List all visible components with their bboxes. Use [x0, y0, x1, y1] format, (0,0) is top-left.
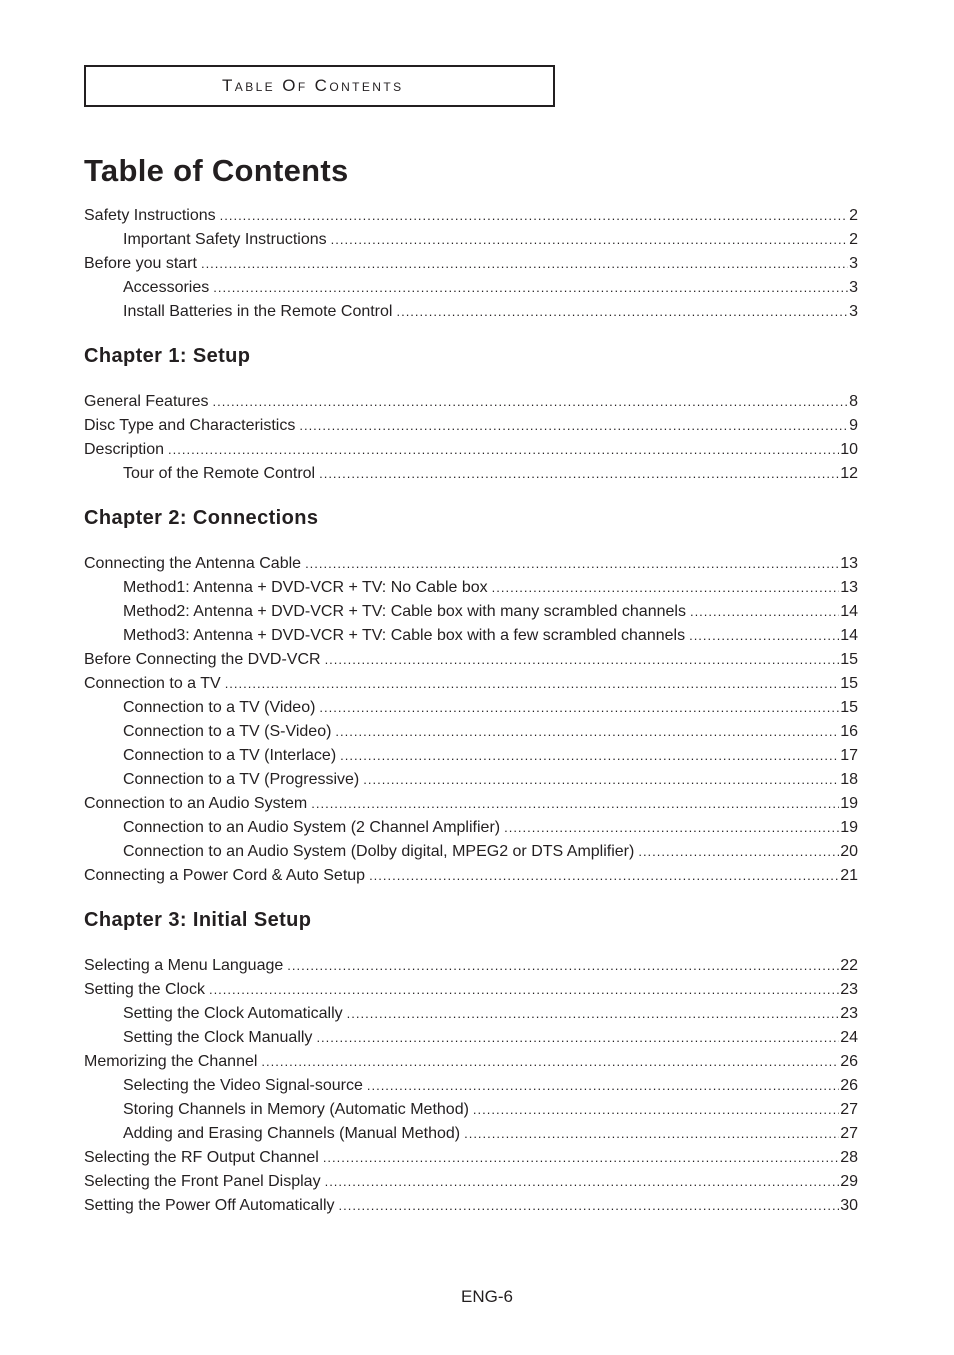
toc-page-number: 30: [840, 1197, 858, 1214]
toc-page-number: 26: [840, 1077, 858, 1094]
toc-page-number: 22: [840, 957, 858, 974]
dot-leader: [340, 745, 839, 767]
toc-page-number: 14: [840, 627, 858, 644]
toc-entry[interactable]: [123, 229, 858, 251]
toc-entry[interactable]: [123, 1075, 858, 1097]
toc-page-number: 2: [849, 207, 858, 224]
toc-page-number: 27: [840, 1101, 858, 1118]
toc-entry-title: Selecting the Front Panel Display: [84, 1173, 321, 1190]
page-number: ENG-6: [461, 1287, 513, 1306]
toc-entry[interactable]: [123, 1123, 858, 1145]
toc-entry[interactable]: [123, 841, 858, 863]
toc-entry[interactable]: [84, 1051, 858, 1073]
toc-page-number: 16: [840, 723, 858, 740]
dot-leader: [473, 1099, 839, 1121]
dot-leader: [261, 1051, 839, 1073]
toc-entry-title: Connection to a TV (S-Video): [123, 723, 332, 740]
toc-entry[interactable]: [84, 439, 858, 461]
dot-leader: [335, 721, 839, 743]
toc-entry[interactable]: [84, 253, 858, 275]
toc-entry[interactable]: [123, 1099, 858, 1121]
dot-leader: [319, 697, 839, 719]
toc-entry[interactable]: [84, 1171, 858, 1193]
toc-entry-title: Memorizing the Channel: [84, 1053, 258, 1070]
toc-entry-title: Connection to an Audio System: [84, 795, 308, 812]
toc-page-number: 29: [840, 1173, 858, 1190]
toc-page-number: 18: [840, 771, 858, 788]
toc-entry[interactable]: [123, 577, 858, 599]
toc-entry-title: Connecting a Power Cord & Auto Setup: [84, 867, 366, 884]
toc-page-number: 15: [840, 651, 858, 668]
toc-entry-title: Selecting the Video Signal-source: [123, 1077, 363, 1094]
toc-entry[interactable]: [123, 625, 858, 647]
toc-entry[interactable]: [84, 415, 858, 437]
toc-entry[interactable]: [84, 865, 858, 887]
toc-page-number: 3: [849, 255, 858, 272]
toc-entry[interactable]: [123, 721, 858, 743]
dot-leader: [690, 601, 839, 623]
toc-entry-title: Disc Type and Characteristics: [84, 417, 296, 434]
toc-entry-title: Connection to a TV (Interlace): [123, 747, 337, 764]
toc-entry-title: Method1: Antenna + DVD-VCR + TV: No Cable box: [123, 579, 488, 596]
toc-page-number: 8: [849, 393, 858, 410]
section-header-label: Table Of Contents: [222, 76, 404, 95]
dot-leader: [220, 205, 848, 227]
toc-entry[interactable]: [123, 1027, 858, 1049]
dot-leader: [299, 415, 848, 437]
toc-entry[interactable]: [123, 817, 858, 839]
toc-entry-title: Connecting the Antenna Cable: [84, 555, 302, 572]
dot-leader: [331, 229, 848, 251]
toc-entry-title: Before you start: [84, 255, 197, 272]
toc-entry[interactable]: [84, 793, 858, 815]
toc-entry-title: Connection to a TV (Progressive): [123, 771, 360, 788]
toc-entry[interactable]: [84, 979, 858, 1001]
chapter-heading: Chapter 1: Setup: [84, 345, 251, 367]
toc-entry[interactable]: [84, 649, 858, 671]
dot-leader: [504, 817, 839, 839]
toc-entry-title: Setting the Clock Manually: [123, 1029, 313, 1046]
page-title: Table of Contents: [84, 153, 349, 188]
toc-page-number: 3: [849, 303, 858, 320]
toc-entry-title: Accessories: [123, 279, 210, 296]
chapter-heading: Chapter 2: Connections: [84, 507, 319, 529]
toc-entry[interactable]: [84, 673, 858, 695]
toc-entry[interactable]: [123, 277, 858, 299]
toc-page-number: 20: [840, 843, 858, 860]
toc-entry-title: Before Connecting the DVD-VCR: [84, 651, 321, 668]
toc-page-number: 3: [849, 279, 858, 296]
toc-entry-title: Selecting a Menu Language: [84, 957, 284, 974]
toc-entry-title: Connection to a TV (Video): [123, 699, 316, 716]
toc-entry-title: Storing Channels in Memory (Automatic Method): [123, 1101, 469, 1118]
dot-leader: [325, 1171, 840, 1193]
dot-leader: [287, 955, 839, 977]
toc-page-number: 10: [840, 441, 858, 458]
toc-entry-title: Install Batteries in the Remote Control: [123, 303, 393, 320]
toc-page-number: 13: [840, 555, 858, 572]
toc-page-number: 19: [840, 795, 858, 812]
toc-entry-title: Connection to an Audio System (2 Channel Amplifier): [123, 819, 501, 836]
dot-leader: [209, 979, 839, 1001]
toc-page-number: 26: [840, 1053, 858, 1070]
dot-leader: [319, 463, 839, 485]
toc-entry[interactable]: [123, 697, 858, 719]
toc-page-number: 9: [849, 417, 858, 434]
toc-entry[interactable]: [123, 463, 858, 485]
toc-page-number: 17: [840, 747, 858, 764]
toc-entry[interactable]: [84, 1147, 858, 1169]
dot-leader: [316, 1027, 839, 1049]
dot-leader: [311, 793, 839, 815]
toc-page-number: 15: [840, 675, 858, 692]
toc-page-number: 23: [840, 1005, 858, 1022]
dot-leader: [638, 841, 839, 863]
dot-leader: [213, 277, 848, 299]
toc-entry[interactable]: [84, 205, 858, 227]
dot-leader: [201, 253, 848, 275]
dot-leader: [323, 1147, 839, 1169]
toc-page-number: 24: [840, 1029, 858, 1046]
dot-leader: [225, 673, 840, 695]
toc-entry-title: Setting the Clock Automatically: [123, 1005, 343, 1022]
toc-entry-title: Setting the Power Off Automatically: [84, 1197, 335, 1214]
dot-leader: [369, 865, 839, 887]
dot-leader: [689, 625, 839, 647]
toc-entry[interactable]: [123, 601, 858, 623]
chapter-heading: Chapter 3: Initial Setup: [84, 909, 312, 931]
toc-entry-title: Connection to a TV: [84, 675, 221, 692]
toc-entry[interactable]: [123, 745, 858, 767]
dot-leader: [305, 553, 839, 575]
toc-entry[interactable]: [84, 391, 858, 413]
dot-leader: [213, 391, 849, 413]
toc-entry-title: Connection to an Audio System (Dolby digital, MPEG2 or DTS Amplifier): [123, 843, 635, 860]
dot-leader: [325, 649, 840, 671]
toc-entry-title: Method2: Antenna + DVD-VCR + TV: Cable box with many scrambled channels: [123, 603, 686, 620]
toc-entry[interactable]: [84, 955, 858, 977]
toc-page-number: 28: [840, 1149, 858, 1166]
dot-leader: [464, 1123, 839, 1145]
toc-page-number: 12: [840, 465, 858, 482]
toc-entry[interactable]: [123, 301, 858, 323]
toc-page-number: 21: [840, 867, 858, 884]
section-header-box: [84, 65, 555, 107]
toc-entry-title: Method3: Antenna + DVD-VCR + TV: Cable box with a few scrambled channels: [123, 627, 686, 644]
toc-entry-title: Selecting the RF Output Channel: [84, 1149, 319, 1166]
dot-leader: [367, 1075, 839, 1097]
dot-leader: [396, 301, 848, 323]
toc-page-number: 27: [840, 1125, 858, 1142]
dot-leader: [347, 1003, 840, 1025]
toc-entry-title: Important Safety Instructions: [123, 231, 327, 248]
toc-entry-title: Adding and Erasing Channels (Manual Method): [123, 1125, 461, 1142]
toc-page-number: 2: [849, 231, 858, 248]
toc-entry[interactable]: [123, 1003, 858, 1025]
dot-leader: [339, 1195, 840, 1217]
toc-entry-title: Tour of the Remote Control: [123, 465, 316, 482]
toc-entry-title: Description: [84, 441, 165, 458]
toc-entry[interactable]: [84, 553, 858, 575]
toc-page-number: 15: [840, 699, 858, 716]
toc-entry-title: General Features: [84, 393, 209, 410]
dot-leader: [492, 577, 840, 599]
dot-leader: [168, 439, 839, 461]
toc-page-number: 23: [840, 981, 858, 998]
toc-entry[interactable]: [84, 1195, 858, 1217]
toc-entry-title: Setting the Clock: [84, 981, 205, 998]
toc-page-number: 14: [840, 603, 858, 620]
toc-page-number: 13: [840, 579, 858, 596]
toc-entry-title: Safety Instructions: [84, 207, 216, 224]
dot-leader: [363, 769, 839, 791]
toc-page-number: 19: [840, 819, 858, 836]
toc-entry[interactable]: [123, 769, 858, 791]
